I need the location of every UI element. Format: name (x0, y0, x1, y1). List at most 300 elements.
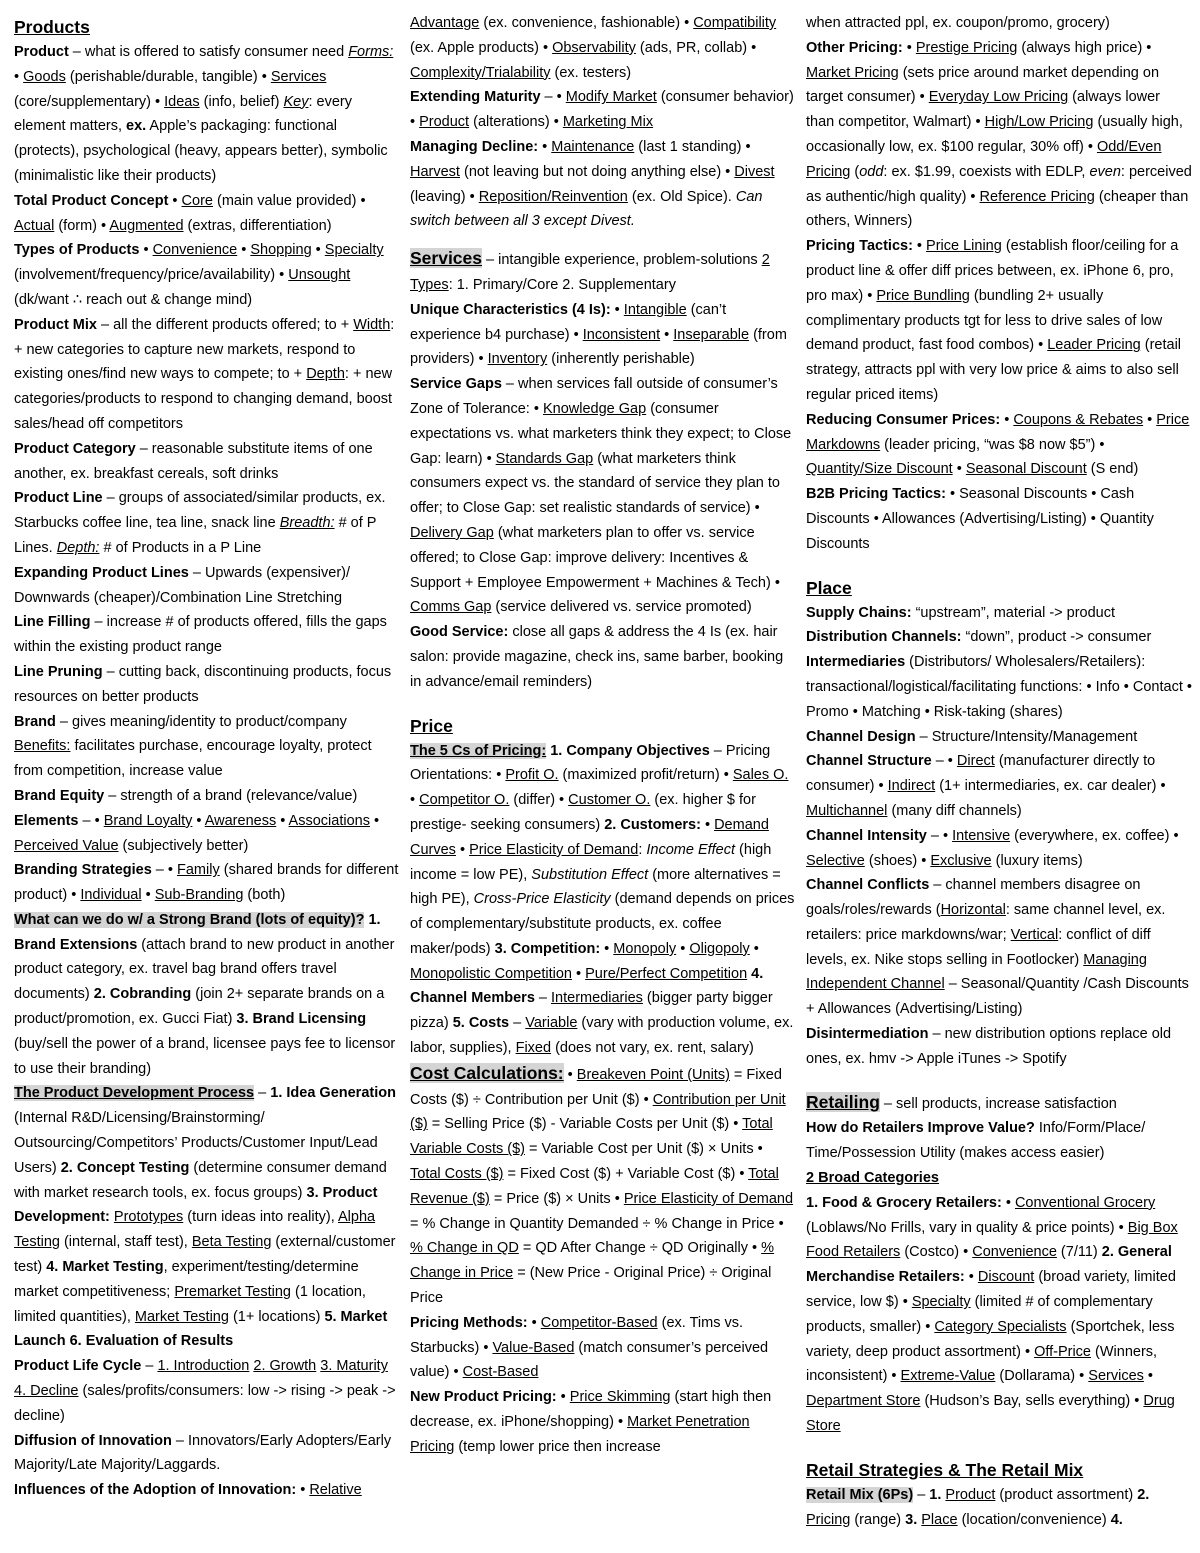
text-run: (1+ intermediaries, ex. car dealer) • (935, 778, 1166, 795)
text-run: • (749, 940, 759, 957)
paragraph (14, 809, 400, 859)
text-run: Product (419, 114, 470, 131)
paragraph (806, 1166, 1192, 1191)
text-run: Value-Based (492, 1339, 575, 1356)
text-run: • (610, 301, 624, 318)
text-run: “upstream”, material -> product (911, 604, 1116, 621)
paragraph (14, 40, 400, 189)
text-run: • (902, 39, 916, 56)
text-run: 1. Food & Grocery Retailers: (806, 1194, 1002, 1211)
text-run: Brand Loyalty (103, 812, 193, 829)
text-run: Brand (14, 713, 56, 730)
text-run: 4. Market Testing (46, 1259, 164, 1276)
text-run: Influences of the Adoption of Innovation: (14, 1482, 297, 1499)
text-run: Product Category (14, 440, 136, 457)
text-run: (shared brands for different product) • (14, 862, 399, 904)
text-run: – cutting back, discontinuing products, focus resources on better products (14, 663, 392, 705)
text-run: Price Skimming (569, 1389, 671, 1406)
text-run: (luxury items) (991, 852, 1083, 869)
text-run: (Dollarama) • (995, 1368, 1089, 1385)
text-run: (range) (850, 1511, 906, 1528)
text-run: (everywhere, ex. coffee) • (1010, 827, 1179, 844)
spacer (806, 557, 1192, 575)
paragraph (14, 189, 400, 239)
text-run: Maintenance (551, 138, 635, 155)
text-run: (limited # of complementary products, smaller) • (806, 1294, 1153, 1335)
text-run: Width (353, 316, 391, 333)
text-run: – when services fall outside of consumer’s Zone of Tolerance: • (410, 376, 778, 417)
text-run: (more alternatives = high PE), (410, 866, 781, 908)
text-run: 3. (905, 1511, 918, 1528)
text-run: Place (921, 1511, 958, 1528)
text-run: (usually high, occasionally low, ex. $100 regular, 30% off) • (806, 114, 1183, 155)
text-run: Expanding Product Lines (14, 564, 189, 581)
text-run: Multichannel (806, 802, 888, 819)
text-run: Depth (306, 366, 345, 383)
text-run: (leader pricing, “was $8 now $5”) • (880, 436, 1105, 453)
text-run: Goods (23, 68, 66, 85)
text-run: Total Variable Costs ($) (410, 1116, 773, 1158)
text-run: • (139, 242, 153, 259)
text-run: Managing Independent Channel (806, 951, 1147, 993)
text-run: (maximized profit/return) • (558, 767, 733, 784)
text-run: (many diff channels) (887, 802, 1022, 819)
text-run: Indirect (887, 778, 936, 795)
paragraph (14, 1478, 400, 1503)
text-run: • (237, 242, 251, 259)
text-run: Price Elasticity of Demand (623, 1190, 794, 1207)
section-heading (410, 713, 796, 739)
text-run: odd (859, 163, 884, 180)
text-run: = Fixed Cost ($) + Variable Cost ($) • (503, 1166, 749, 1183)
paragraph (410, 11, 796, 85)
text-run: Depth: (56, 539, 100, 556)
text-run: Services (410, 248, 483, 269)
text-run: (leaving) • (410, 188, 479, 205)
text-run: (extras, differentiation) (183, 217, 332, 234)
text-run: 4. Decline (14, 1383, 79, 1400)
text-run: • (1143, 411, 1157, 428)
text-run: – • (540, 89, 566, 106)
text-run: (retail strategy, attracts ppl with very low price & aims to also sell regular priced items) (806, 337, 1182, 403)
text-run: • (660, 326, 674, 343)
text-run: (join 2+ separate brands on a product/promotion, ex. Gucci Fiat) (14, 986, 385, 1028)
text-run: • (1000, 411, 1014, 428)
text-run: (bigger party bigger pizza) (410, 990, 773, 1032)
text-run: – • (78, 812, 104, 829)
text-run: Inventory (487, 351, 548, 368)
paragraph (806, 1090, 1192, 1117)
text-run: Specialty (911, 1294, 971, 1311)
text-run: Info/Form/Place/ Time/Possession Utility (makes access easier) (806, 1120, 1146, 1162)
text-run: – (913, 1486, 930, 1503)
paragraph (14, 610, 400, 660)
text-run: • (700, 816, 715, 833)
text-run: (Sportchek, less variety, deep product assortment) • (806, 1318, 1175, 1360)
text-run: Advantage (410, 15, 480, 31)
text-run: Inseparable (673, 326, 750, 343)
text-run: Contribution per Unit ($) (410, 1091, 786, 1133)
text-run: – Upwards (expensiver)/ Downwards (cheaper)/Combination Line Stretching (14, 564, 350, 606)
text-run: (start high then decrease, ex. iPhone/shopping) • (410, 1389, 772, 1431)
text-run: Managing Decline: (410, 138, 539, 155)
text-run: (always lower than competitor, Walmart) • (806, 89, 1161, 131)
text-run: • (600, 940, 614, 957)
text-run: • (296, 1482, 310, 1499)
paragraph (806, 1116, 1192, 1166)
text-run: (Internal R&D/Licensing/Brainstorming/ Outsourcing/Competitors’ Products/Customer Input/Lead Users) (14, 1110, 378, 1176)
text-run: Alpha Testing (14, 1209, 376, 1251)
text-run: Knowledge Gap (542, 400, 647, 417)
text-run: 1. (929, 1486, 942, 1503)
text-run: Product Line (14, 490, 103, 507)
text-run: • (369, 812, 380, 829)
text-run: Can switch between all 3 except Divest. (410, 188, 763, 230)
text-run: • (527, 1314, 541, 1331)
text-run: (differ) • (509, 792, 569, 809)
text-run: : conflict of diff levels, ex. Nike stops selling in Footlocker) (806, 926, 1151, 968)
text-run: = QD After Change ÷ QD Originally • (518, 1240, 762, 1257)
paragraph (14, 1081, 400, 1354)
text-run: Customer O. (568, 792, 651, 809)
paragraph (14, 238, 400, 312)
text-run: – reasonable substitute items of one another, ex. breakfast cereals, soft drinks (14, 440, 373, 482)
paragraph (14, 313, 400, 437)
text-run: B2B Pricing Tactics: (806, 486, 946, 503)
text-run: Modify Market (565, 89, 657, 106)
text-run: • (455, 841, 470, 858)
text-run: Variable (525, 1015, 578, 1032)
text-run: Apple’s packaging: functional (protects), psychological (heavy, appears better), symbolic (minimalistic like their products) (14, 118, 388, 184)
text-run: 5. Costs (452, 1015, 510, 1032)
text-run: (core/supplementary) • (14, 93, 165, 110)
text-run: – • (926, 827, 953, 844)
text-run: 1. Company Objectives (550, 742, 710, 759)
paragraph (806, 650, 1192, 724)
paragraph (806, 408, 1192, 482)
text-run: Divest (734, 163, 775, 180)
text-run: Beta Testing (191, 1234, 272, 1251)
text-run: Disintermediation (806, 1026, 929, 1043)
text-run: Competitor O. (419, 792, 510, 809)
paragraph (806, 625, 1192, 650)
text-run: Conventional Grocery (1014, 1194, 1156, 1211)
text-run: Everyday Low Pricing (928, 89, 1069, 106)
text-run: • (192, 812, 205, 829)
text-run: Line Filling (14, 614, 91, 631)
text-run: facilitates purchase, encourage loyalty, protect from competition, increase value (14, 738, 372, 780)
text-run: Diffusion of Innovation (14, 1432, 172, 1449)
text-run: Intermediaries (806, 654, 906, 671)
text-run: Comms Gap (410, 599, 492, 616)
text-run: Channel Structure (806, 753, 932, 770)
text-run: 3. Competition: (494, 940, 601, 957)
text-run: (info, belief) (199, 93, 284, 110)
spacer (410, 234, 796, 246)
text-run: Price (410, 715, 453, 736)
text-run: – channel members disagree on goals/roles/rewards ( (806, 877, 1141, 919)
text-run: Intangible (623, 301, 687, 318)
text-run: Fixed (515, 1040, 552, 1057)
text-run: (ex. Old Spice). (627, 188, 736, 205)
paragraph (806, 1191, 1192, 1439)
text-run: 1. Brand Extensions (14, 911, 381, 953)
text-run: % Change in QD (410, 1240, 519, 1257)
text-run: Relative (309, 1482, 362, 1499)
text-run: (7/11) (1056, 1244, 1102, 1261)
text-run: What can we do w/ a Strong Brand (lots of equity)? (14, 911, 365, 928)
text-run: = % Change in Quantity Demanded ÷ % Change in Price • (410, 1215, 784, 1232)
paragraph (410, 620, 796, 694)
text-run: (always high price) • (1017, 39, 1152, 56)
text-run: Exclusive (930, 852, 992, 869)
paragraph (806, 725, 1192, 750)
text-run: Monopoly (613, 940, 677, 957)
paragraph (410, 739, 796, 1061)
text-run: Total Product Concept (14, 192, 169, 209)
text-run: • Seasonal Discounts • Cash Discounts • Allowances (Advertising/Listing) • Quantity Discounts (806, 486, 1154, 552)
text-run: 2. Growth (253, 1358, 317, 1375)
text-run: Total Revenue ($) (410, 1166, 779, 1207)
text-run: Monopolistic Competition (410, 965, 572, 982)
text-run: (main value provided) • (212, 192, 366, 209)
paragraph (410, 372, 796, 620)
text-run: – all the different products offered; to + (96, 316, 354, 333)
text-run: (temp lower price then increase (454, 1438, 661, 1455)
text-run: (subjectively better) (118, 837, 249, 854)
text-run: ex. (126, 118, 147, 135)
text-run: – sell products, increase satisfaction (879, 1095, 1117, 1112)
text-run: Pricing Methods: (410, 1314, 528, 1331)
text-run: # of Products in a P Line (99, 539, 262, 556)
text-run: Elements (14, 812, 79, 829)
text-run: (Costco) • (900, 1244, 973, 1261)
text-run: = Selling Price ($) - Variable Costs per Unit ($) • (427, 1116, 743, 1133)
text-run: Brand Equity (14, 787, 105, 804)
text-run: Product Mix (14, 316, 97, 333)
text-run: Product Life Cycle (14, 1358, 142, 1375)
paragraph (806, 11, 1192, 36)
text-run: Price Bundling (876, 287, 970, 304)
text-run: (manufacturer directly to consumer) • (806, 753, 1156, 795)
section-heading (14, 14, 400, 40)
text-run: • (563, 1066, 577, 1083)
paragraph (410, 298, 796, 372)
text-run: Competitor-Based (540, 1314, 658, 1331)
text-run: 1. Introduction (157, 1358, 250, 1375)
text-run: • (538, 138, 552, 155)
text-run: 3. Product Development: (14, 1184, 378, 1226)
text-run: (ex. testers) (550, 64, 632, 81)
text-run: (location/convenience) (957, 1511, 1111, 1528)
column-2 (410, 11, 796, 1460)
text-run: (both) (243, 887, 286, 904)
paragraph (806, 1022, 1192, 1072)
text-run: (internal, staff test), (59, 1234, 192, 1251)
text-run: • (14, 68, 24, 85)
text-run: Cross-Price Elasticity (473, 891, 611, 908)
paragraph (410, 135, 796, 234)
text-run: High/Low Pricing (984, 114, 1094, 131)
text-run: Market Pricing (806, 64, 899, 81)
text-run: – (254, 1085, 271, 1102)
text-run: Services (1088, 1368, 1144, 1385)
paragraph (410, 1311, 796, 1385)
text-run: • (311, 242, 325, 259)
text-run: Delivery Gap (410, 524, 494, 541)
text-run: 4. Channel Members (410, 965, 764, 1007)
text-run: (form) • (54, 217, 110, 234)
text-run: : same channel level, ex. retailers: price markdowns/war; (806, 902, 1166, 943)
text-run: Inconsistent (582, 326, 661, 343)
text-run: , experiment/testing/determine market competitiveness; (14, 1259, 359, 1300)
text-run: (external/customer test) (14, 1234, 396, 1276)
paragraph (806, 824, 1192, 874)
text-run: • (556, 1389, 570, 1406)
paragraph (14, 908, 400, 1082)
paragraph (410, 246, 796, 298)
text-run: Odd/Even Pricing (806, 138, 1162, 180)
text-run: Other Pricing: (806, 39, 903, 56)
text-run: Price Elasticity of Demand (469, 841, 639, 858)
text-run: Associations (288, 812, 370, 829)
text-run: close all gaps & address the 4 Is (ex. hair salon: provide magazine, check ins, same barber, booking in advance/email reminders) (410, 624, 784, 690)
text-run: Breakeven Point (Units) (576, 1066, 730, 1083)
paragraph (806, 482, 1192, 556)
spacer (806, 1072, 1192, 1090)
text-run: Seasonal Discount (965, 461, 1087, 478)
text-run: Key (283, 93, 309, 110)
text-run: – what is offered to satisfy consumer need (68, 44, 349, 60)
text-run: (demand depends on prices of complementary/substitute products, ex. coffee maker/pods) (410, 891, 795, 957)
text-run: Good Service: (410, 624, 509, 641)
text-run: – strength of a brand (relevance/value) (104, 787, 358, 804)
text-run: Supply Chains: (806, 604, 912, 621)
text-run: • (141, 887, 155, 904)
text-run: Selective (806, 852, 865, 869)
text-run: (establish floor/ceiling for a product line & offer diff prices between, ex. iPhone 6, pro, pro max) • (806, 238, 1179, 304)
text-run: : + new categories to capture new markets, respond to existing ones/find new ways to compete; to + (14, 316, 395, 383)
text-run: – Seasonal/Quantity /Cash Discounts + Allowances (Advertising/Listing) (806, 976, 1189, 1018)
text-run: (dk/want ∴ reach out & change mind) (14, 291, 253, 308)
text-run: Marketing Mix (562, 114, 654, 131)
text-run: Premarket Testing (174, 1283, 291, 1300)
text-run: 2. Cobranding (93, 986, 192, 1003)
paragraph (14, 710, 400, 784)
paragraph (410, 1385, 796, 1459)
text-run: (shoes) • (864, 852, 931, 869)
text-run: Discount (977, 1269, 1035, 1286)
text-run: Prototypes (113, 1209, 184, 1226)
text-run: (high income = low PE), (410, 841, 772, 883)
text-run: = Variable Cost per Unit ($) × Units • (524, 1141, 763, 1158)
text-run: % Change in Price (410, 1240, 775, 1282)
text-run: Pricing (806, 1511, 851, 1528)
text-run: (S end) (1086, 461, 1139, 478)
text-run: (Distributors/ Wholesalers/Retailers): transactional/logistical/facilitating functions: • Info • Contact • Promo • Matching • Risk-taking (shares) (806, 654, 1192, 720)
text-run: when attracted ppl, ex. coupon/promo, grocery) (806, 15, 1110, 31)
text-run: Retail Mix (6Ps) (806, 1486, 914, 1503)
text-run: Demand Curves (410, 816, 769, 858)
text-run: Intensive (952, 827, 1011, 844)
text-run: Awareness (204, 812, 277, 829)
text-run: ( (850, 163, 860, 180)
text-run: (broad variety, limited service, low $) • (806, 1269, 1176, 1311)
text-run: Line Pruning (14, 663, 103, 680)
text-run: New Product Pricing: (410, 1389, 557, 1406)
text-run: (what marketers think consumers expect vs. the standard of service they plan to offer; to Close Gap: set realistic standards of service) • (410, 450, 780, 517)
paragraph (806, 601, 1192, 626)
paragraph (14, 660, 400, 710)
text-run: Channel Design (806, 728, 916, 745)
text-run: Leader Pricing (1047, 337, 1141, 354)
text-run: Drug Store (806, 1393, 1175, 1435)
text-run: : perceived as authentic/high quality) • (806, 163, 1192, 205)
text-run: Intermediaries (551, 990, 643, 1007)
text-run: Service Gaps (410, 376, 502, 393)
text-run: Price Markdowns (806, 411, 1190, 453)
text-run: Convenience (972, 1244, 1057, 1261)
paragraph (806, 234, 1192, 408)
text-run: # of P Lines. (14, 515, 377, 556)
text-run: (ex. higher $ for prestige- seeking consumers) (410, 792, 756, 833)
paragraph (14, 561, 400, 611)
text-run: How do Retailers Improve Value? (806, 1120, 1035, 1137)
text-run: “down”, product -> consumer (961, 629, 1152, 646)
text-run: Individual (80, 887, 142, 904)
text-run: (Hudson’s Bay, sells everything) • (920, 1393, 1144, 1410)
paragraph (806, 36, 1192, 234)
text-run: Family (177, 862, 220, 879)
text-run: 2. Concept Testing (60, 1159, 190, 1176)
text-run: (determine consumer demand with market research tools, ex. focus groups) (14, 1159, 387, 1201)
text-run: (ex. Apple products) • (410, 39, 553, 56)
text-run: = Fixed Costs ($) ÷ Contribution per Unit ($) • (410, 1066, 782, 1108)
paragraph (14, 1429, 400, 1479)
text-run: • (676, 940, 690, 957)
text-run: – increase # of products offered, fills the gaps within the existing product range (14, 614, 387, 656)
text-run: Distribution Channels: (806, 629, 962, 646)
text-run: (Loblaws/No Frills, vary in quality & price points) • (806, 1219, 1128, 1236)
text-run: Products (14, 17, 90, 37)
text-run: 2. (1137, 1486, 1150, 1503)
text-run: (consumer expectations vs. what marketers think they expect; to Close Gap: learn) • (410, 400, 792, 467)
text-run: (does not vary, ex. rent, salary) (551, 1040, 754, 1057)
paragraph (410, 1061, 796, 1311)
text-run: Total Costs ($) (410, 1166, 504, 1183)
text-run: Actual (14, 217, 55, 234)
text-run: Category Specialists (934, 1318, 1067, 1335)
text-run: (involvement/frequency/price/availability) • (14, 267, 289, 284)
text-run: – gives meaning/identity to product/company (55, 713, 347, 730)
text-run: Specialty (324, 242, 384, 259)
text-run: Extending Maturity (410, 89, 541, 106)
text-run: • (410, 792, 420, 809)
text-run: (product assortment) (995, 1486, 1138, 1503)
text-run: Core (181, 192, 213, 209)
paragraph (14, 486, 400, 560)
spacer (410, 695, 796, 713)
text-run: (match consumer’s perceived value) • (410, 1339, 769, 1381)
text-run: Off-Price (1034, 1343, 1092, 1360)
text-run: Convenience (152, 242, 238, 259)
text-run: (ex. Tims vs. Starbucks) • (410, 1314, 744, 1356)
text-run: – Pricing Orientations: • (410, 742, 771, 784)
text-run: 2. Customers: (604, 816, 701, 833)
text-run: – (141, 1358, 158, 1375)
text-run: (can’t experience b4 purchase) • (410, 301, 727, 343)
text-run: • (912, 238, 927, 255)
